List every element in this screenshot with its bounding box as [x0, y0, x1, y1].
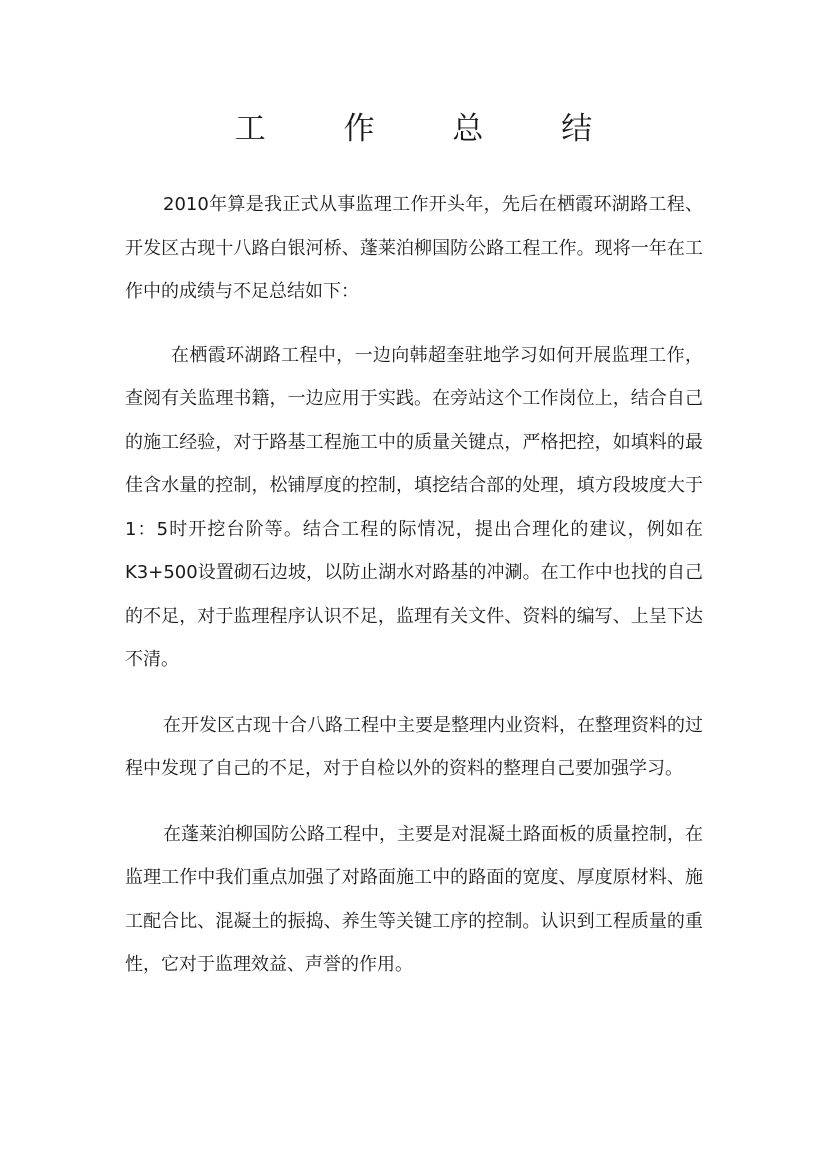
document-body — [125, 183, 703, 987]
paragraph-kaifaqu-project: 在开发区古现十合八路工程中主要是整理内业资料，在整理资料的过程中发现了自己的不足，对于自检以外的资料的整理自己要加强学习。 — [125, 714, 703, 779]
paragraph-penglai-project: 在蓬莱泊柳国防公路工程中，主要是对混凝土路面板的质量控制，在监理工作中我们重点加强了对路面施工中的路面的宽度、厚度原材料、施工配合比、混凝土的振捣、养生等关键工序的控制。认识到工程质量的重性，它对于监理效益、声誉的作用。 — [125, 823, 703, 975]
paragraph-qixia-project: 在栖霞环湖路工程中，一边向韩超奎驻地学习如何开展监理工作，查阅有关监理书籍，一边应用于实践。在旁站这个工作岗位上，结合自己的施工经验，对于路基工程施工中的质量关键点，严格把控，如填料的最佳含水量的控制，松铺厚度的控制，填挖结合部的处理，填方段坡度大于1：5时开挖台阶等。结合工程的际情况，提出合理化的建议，例如在K3+500设置砌石边坡，以防止湖水对路基的冲涮。在工作中也找的自己的不足，对于监理程序认识不足，监理有关文件、资料的编写、上呈下达不清。 — [125, 344, 703, 670]
paragraph-intro: 2010年算是我正式从事监理工作开头年，先后在栖霞环湖路工程、开发区古现十八路白银河桥、蓬莱泊柳国防公路工程工作。现将一年在工作中的成绩与不足总结如下： — [125, 194, 703, 302]
document-title: 工 作 总 结 — [234, 111, 627, 147]
